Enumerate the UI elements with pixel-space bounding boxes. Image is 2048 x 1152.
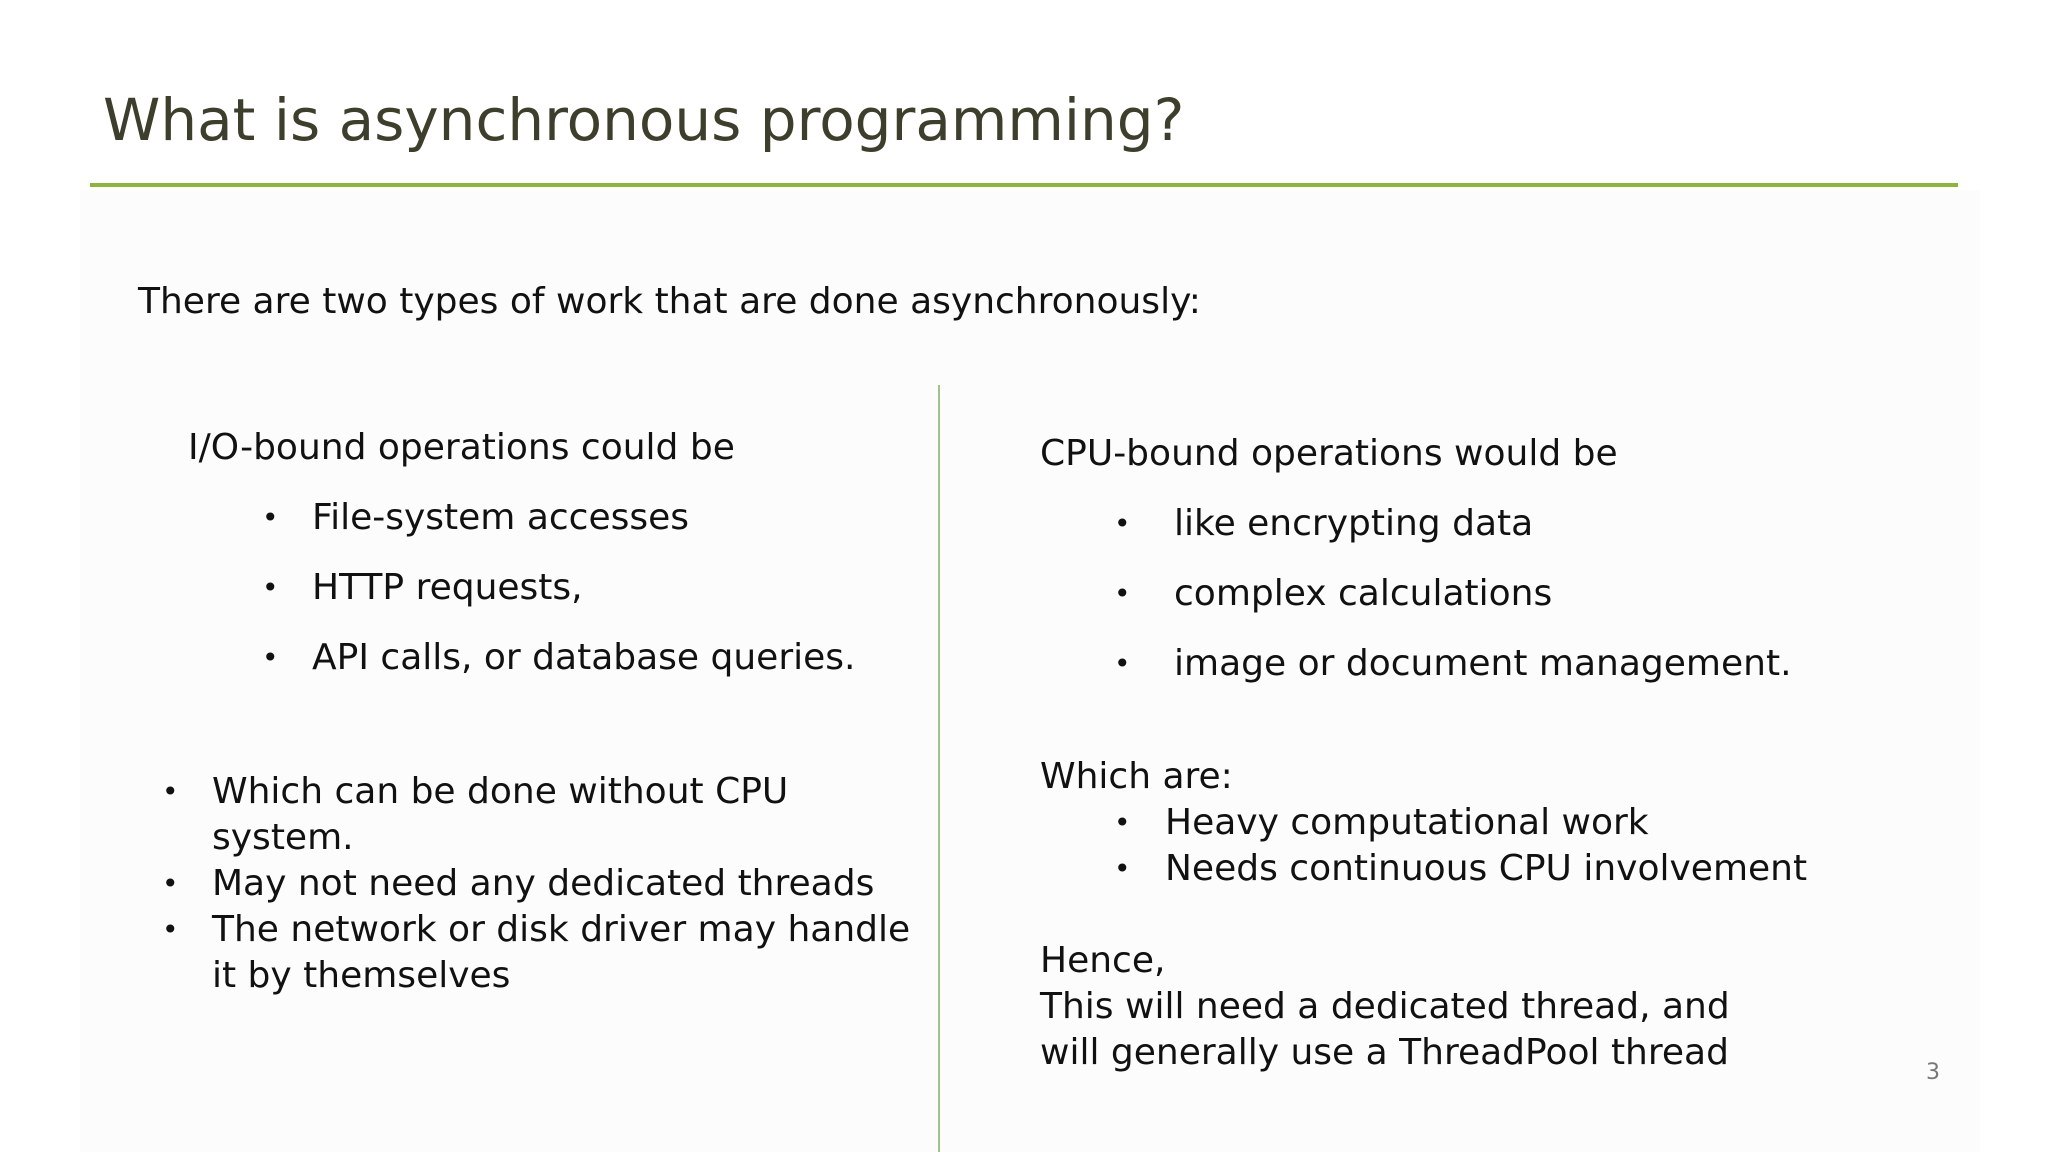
cpu-item-2: complex calculations (1174, 573, 1553, 614)
io-heading: I/O-bound operations could be (188, 427, 735, 468)
io-note-1-line2: system. (212, 817, 354, 858)
cpu-item-1: like encrypting data (1174, 503, 1534, 544)
slide-title: What is asynchronous programming? (103, 86, 1185, 154)
cpu-heading: CPU-bound operations would be (1040, 433, 1618, 474)
bullet-icon: • (1114, 507, 1131, 540)
io-item-2: HTTP requests, (312, 567, 583, 608)
io-note-2: May not need any dedicated threads (212, 863, 875, 904)
cpu-conclusion-line2: will generally use a ThreadPool thread (1040, 1032, 1729, 1073)
io-item-3: API calls, or database queries. (312, 637, 856, 678)
page-number: 3 (1926, 1060, 1940, 1085)
cpu-conclusion-line1: This will need a dedicated thread, and (1040, 986, 1730, 1027)
cpu-which-item-1: Heavy computational work (1165, 802, 1649, 843)
bullet-icon: • (1114, 577, 1131, 610)
bullet-icon: • (162, 867, 179, 900)
column-divider (938, 385, 940, 1152)
bullet-icon: • (162, 913, 179, 946)
bullet-icon: • (1114, 647, 1131, 680)
bullet-icon: • (262, 641, 279, 674)
title-underline (90, 183, 1958, 187)
bullet-icon: • (1114, 852, 1131, 885)
bullet-icon: • (262, 501, 279, 534)
bullet-icon: • (262, 571, 279, 604)
io-note-3-line2: it by themselves (212, 955, 511, 996)
bullet-icon: • (1114, 806, 1131, 839)
cpu-hence: Hence, (1040, 940, 1166, 981)
io-note-3-line1: The network or disk driver may handle (212, 909, 911, 950)
io-note-1-line1: Which can be done without CPU (212, 771, 789, 812)
intro-text: There are two types of work that are done asynchronously: (138, 281, 1201, 322)
io-item-1: File-system accesses (312, 497, 690, 538)
bullet-icon: • (162, 775, 179, 808)
cpu-which-label: Which are: (1040, 756, 1233, 797)
cpu-which-item-2: Needs continuous CPU involvement (1165, 848, 1808, 889)
cpu-item-3: image or document management. (1174, 643, 1792, 684)
